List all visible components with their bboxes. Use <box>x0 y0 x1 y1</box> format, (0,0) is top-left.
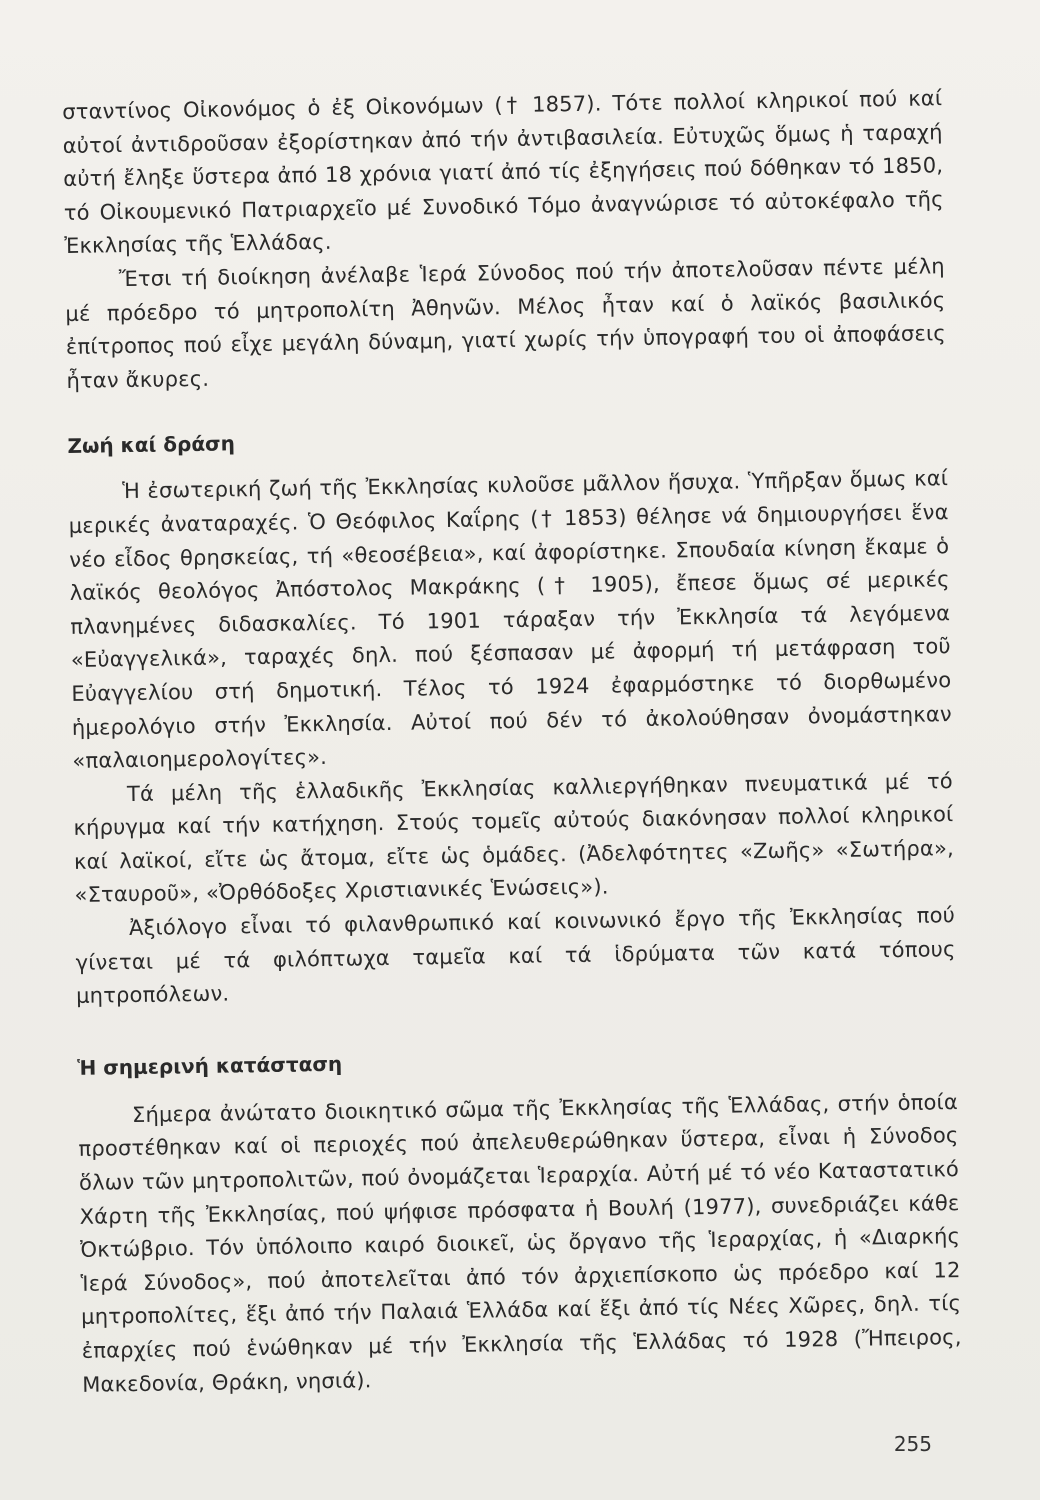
paragraph: Ἡ ἐσωτερική ζωή τῆς Ἐκκλησίας κυλοῦσε μᾶλλον ἥσυχα. Ὑπῆρξαν ὅμως καί μερικές ἀναταραχές. Ὁ Θεόφιλος Καΐρης († 1853) θέλησε νά δημιουργήσει ἕνα νέο εἶδος θρησκείας, τή «θεοσέβεια», καί ἀφορίστηκε. Σπουδαία κίνηση ἔκαμε ὁ λαϊκός θεολόγος Ἀπόστολος Μακράκης († 1905), ἔπεσε ὅμως σέ μερικές πλανημένες διδασκαλίες. Τό 1901 τάραξαν τήν Ἐκκλησία τά λεγόμενα «Εὐαγγελικά», ταραχές δηλ. πού ξέσπασαν μέ ἀφορμή τή μετάφραση τοῦ Εὐαγγελίου στή δημοτική. Τέλος τό 1924 ἐφαρμόστηκε τό διορθωμένο ἡμερολόγιο στήν Ἐκκλησία. Αὐτοί πού δέν τό ἀκολούθησαν ὀνομάστηκαν «παλαιοημερολογίτες». <box>68 466 952 774</box>
text-column <box>62 82 962 1402</box>
paragraph: Ἀξιόλογο εἶναι τό φιλανθρωπικό καί κοινωνικό ἔργο τῆς Ἐκκλησίας πού γίνεται μέ τά φιλόπτωχα ταμεῖα καί τά ἱδρύματα τῶν κατά τόπους μητροπόλεων. <box>75 903 956 1009</box>
section-heading-life-and-action: Ζωή καί δράση <box>67 431 236 459</box>
paragraph: σταντίνος Οἰκονόμος ὁ ἐξ Οἰκονόμων († 1857). Τότε πολλοί κληρικοί πού καί αὐτοί ἀντιδροῦσαν ἐξορίστηκαν ἀπό τήν ἀντιβασιλεία. Εὐτυχῶς ὅμως ἡ ταραχή αὐτή ἔληξε ὕστερα ἀπό 18 χρόνια γιατί ἀπό τίς ἐξηγήσεις πού δόθηκαν τό 1850, τό Οἰκουμενικό Πατριαρχεῖο μέ Συνοδικό Τόμο ἀναγνώρισε τό αὐτοκέφαλο τῆς Ἐκκλησίας τῆς Ἑλλάδας. <box>62 86 944 259</box>
paragraph: Τά μέλη τῆς ἑλλαδικῆς Ἐκκλησίας καλλιεργήθηκαν πνευματικά μέ τό κήρυγμα καί τήν κατήχηση. Στούς τομεῖς αὐτούς διακόνησαν πολλοί κληρικοί καί λαϊκοί, εἴτε ὡς ἄτομα, εἴτε ὡς ὁμάδες. (Ἀδελφότητες «Ζωῆς» «Σωτήρα», «Σταυροῦ», «Ὀρθόδοξες Χριστιανικές Ἑνώσεις»). <box>73 768 955 908</box>
section-heading-current-state: Ἡ σημερινή κατάσταση <box>77 1051 343 1080</box>
paragraph: Σήμερα ἀνώτατο διοικητικό σῶμα τῆς Ἐκκλησίας τῆς Ἑλλάδας, στήν ὁποία προστέθηκαν καί οἱ περιοχές πού ἀπελευθερώθηκαν ὕστερα, εἶναι ἡ Σύνοδος ὅλων τῶν μητροπολιτῶν, πού ὀνομάζεται Ἱεραρχία. Αὐτή μέ τό νέο Καταστατικό Χάρτη τῆς Ἐκκλησίας, πού ψήφισε πρόσφατα ἡ Βουλή (1977), συνεδριάζει κάθε Ὀκτώβριο. Τόν ὑπόλοιπο καιρό διοικεῖ, ὡς ὄργανο τῆς Ἱεραρχίας, ἡ «Διαρκής Ἱερά Σύνοδος», πού ἀποτελεῖται ἀπό τόν ἀρχιεπίσκοπο ὡς πρόεδρο καί 12 μητροπολίτες, ἕξι ἀπό τήν Παλαιά Ἑλλάδα καί ἕξι ἀπό τίς Νέες Χῶρες, δηλ. τίς ἐπαρχίες πού ἑνώθηκαν μέ τήν Ἐκκλησία τῆς Ἑλλάδας τό 1928 (Ἤπειρος, Μακεδονία, Θράκη, νησιά). <box>78 1089 962 1397</box>
paragraph: Ἔτσι τή διοίκηση ἀνέλαβε Ἱερά Σύνοδος πού τήν ἀποτελοῦσαν πέντε μέλη μέ πρόεδρο τό μητροπολίτη Ἀθηνῶν. Μέλος ἦταν καί ὁ λαϊκός βασιλικός ἐπίτροπος πού εἶχε μεγάλη δύναμη, γιατί χωρίς τήν ὑπογραφή του οἱ ἀποφάσεις ἦταν ἄκυρες. <box>65 254 947 393</box>
page-number: 255 <box>893 1432 932 1456</box>
